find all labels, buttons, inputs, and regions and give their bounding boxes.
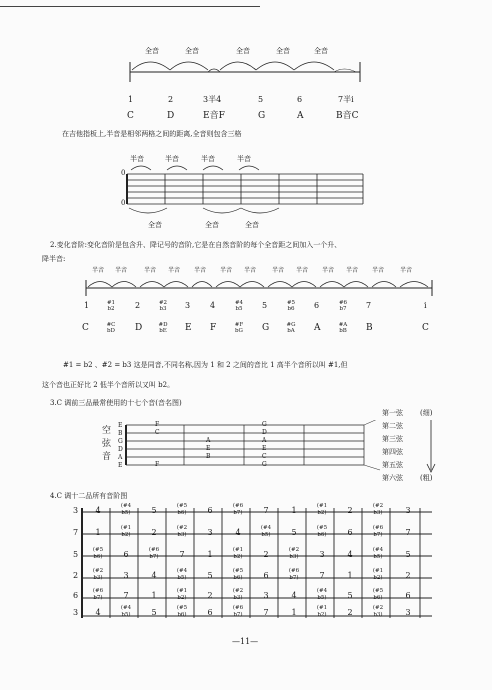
chromatic-note: G	[262, 323, 270, 333]
fret-note: E	[206, 445, 211, 452]
string-mark: 0	[121, 169, 126, 177]
scale-cell: (#6 b7)	[92, 588, 104, 601]
sharp-flat: #6 b7	[338, 300, 348, 312]
thick-label: (粗)	[420, 474, 433, 482]
note-name: C	[127, 111, 134, 121]
scale-cell: 5	[151, 608, 157, 617]
open-string-number: 6	[73, 591, 79, 600]
whole-tone-label: 全音	[148, 221, 162, 229]
open-label: 空	[102, 426, 112, 436]
open-label: 音	[102, 452, 112, 462]
scale-cell: 7	[263, 506, 269, 515]
chromatic-number: 7	[366, 301, 372, 310]
scale-number: 7半i	[338, 95, 354, 104]
chromatic-note: D	[135, 323, 143, 333]
scale-cell: (#1 b2)	[176, 588, 188, 601]
scale-cell: 3	[207, 528, 213, 537]
fret-note: G	[262, 421, 267, 428]
fret-note: G	[262, 461, 267, 468]
scale-cell: 4	[151, 571, 157, 580]
down-arrow-icon	[426, 420, 436, 474]
fret-note: C	[155, 429, 160, 436]
scale-cell: (#5 b6)	[372, 588, 384, 601]
scale-cell: 2	[151, 528, 157, 537]
scale-cell: (#5 b6)	[316, 525, 328, 538]
scale-cell: 2	[405, 571, 411, 580]
scale-number: 3半4	[203, 95, 222, 104]
note-pair: #C bD	[106, 322, 116, 334]
scale-cell: (#5 b6)	[176, 605, 188, 618]
open-note: B	[118, 430, 123, 437]
note-name: E音F	[203, 111, 225, 121]
fret-note: F	[155, 461, 160, 468]
scale-cell: 2	[347, 506, 353, 515]
scale-number: 5	[258, 95, 264, 104]
scale-cell: 5	[151, 506, 157, 515]
fret-strip	[115, 160, 375, 222]
sharp-flat: #5 b6	[286, 300, 296, 312]
arc-label: 半音	[272, 267, 285, 274]
string-mark: 0	[121, 199, 126, 207]
scale-cell: (#6 b7)	[232, 503, 244, 516]
scale-cell: (#1 b2)	[120, 525, 132, 538]
scale-cell: 4	[347, 550, 353, 559]
scale-cell: (#4 b5)	[120, 503, 132, 516]
semitone-label: 半音	[165, 155, 179, 163]
scale-cell: 3	[405, 608, 411, 617]
arc-label: 半音	[400, 267, 413, 274]
scale-cell: 1	[95, 528, 101, 537]
scale-cell: (#5 b6)	[232, 568, 244, 581]
open-note: E	[118, 462, 123, 469]
fret-note: B	[206, 453, 211, 460]
scale-cell: (#4 b5)	[260, 525, 272, 538]
arc-label: 半音	[296, 267, 309, 274]
open-label: 弦	[102, 439, 112, 449]
scale-cell: (#2 b3)	[176, 525, 188, 538]
arc-label: 半音	[322, 267, 335, 274]
fret-note: E	[262, 445, 267, 452]
chromatic-number: i	[424, 301, 427, 310]
scale-cell: (#5 b6)	[176, 503, 188, 516]
whole-tone-label: 全音	[245, 221, 259, 229]
scale-cell: 7	[405, 528, 411, 537]
open-string-number: 3	[73, 608, 79, 617]
fret-note: A	[262, 437, 267, 444]
chromatic-note: E	[185, 323, 192, 333]
scale-cell: 1	[347, 571, 353, 580]
scale-cell: (#1 b2)	[316, 605, 328, 618]
string-label: 第六弦	[382, 474, 403, 482]
scale-cell: 7	[263, 608, 269, 617]
scale-cell: 4	[95, 608, 101, 617]
open-note: D	[118, 446, 123, 453]
note-pair: #G bA	[286, 322, 296, 334]
scale-cell: 5	[207, 571, 213, 580]
top-rule	[0, 6, 260, 7]
arc-label: 半音	[372, 267, 385, 274]
note-name: D	[167, 111, 175, 121]
chromatic-diagram	[80, 268, 440, 300]
scale-cell: (#2 b3)	[288, 547, 300, 560]
scale-cell: 6	[405, 591, 411, 600]
note-pair: #A bB	[338, 322, 348, 334]
whole-tone-label: 全音	[205, 221, 219, 229]
section2-heading: 2.变化音阶:变化音阶是包含升、降记号的音阶,它是在自然音阶的每个全音距之间加入一个升、	[50, 241, 342, 249]
scale-cell: 3	[319, 550, 325, 559]
scale-cell: 3	[405, 506, 411, 515]
scale-cell: 7	[123, 591, 129, 600]
scale-cell: 3	[263, 591, 269, 600]
scale-cell: 6	[263, 571, 269, 580]
scale-cell: 6	[347, 528, 353, 537]
top-label: 全音	[145, 47, 159, 55]
sharp-flat: #4 b5	[234, 300, 244, 312]
scale-cell: (#5 b6)	[92, 547, 104, 560]
fret-note: D	[262, 429, 267, 436]
sharp-flat: #1 b2	[106, 300, 116, 312]
string-label: 第一弦	[382, 409, 403, 417]
semitone-label: 半音	[201, 155, 215, 163]
scale-number: 1	[128, 95, 134, 104]
string-label: 第四弦	[382, 448, 403, 456]
scale-cell: 5	[405, 550, 411, 559]
open-string-number: 3	[73, 506, 79, 515]
arc-label: 半音	[92, 267, 105, 274]
chromatic-number: 1	[84, 301, 90, 310]
scale-cell: 4	[95, 506, 101, 515]
semitone-label: 半音	[237, 155, 251, 163]
arc-label: 半音	[194, 267, 207, 274]
chromatic-note: C	[82, 323, 89, 333]
open-note: A	[118, 454, 123, 461]
scale-cell: (#1 b2)	[316, 503, 328, 516]
top-label: 全音	[314, 47, 328, 55]
arc-label: 半音	[346, 267, 359, 274]
chromatic-number: 3	[185, 301, 191, 310]
enharmonic-text: #1 = b2 、#2 = b3 这是同音,不同名称,因为 1 和 2 之间的音比 1 高半个音所以叫 #1,但	[63, 361, 348, 369]
arc-label: 半音	[115, 267, 128, 274]
scale-cell: 1	[207, 550, 213, 559]
string-label: 第五弦	[382, 461, 403, 469]
scale-cell: 5	[291, 528, 297, 537]
note-pair: #D bE	[158, 322, 168, 334]
scale-cell: (#4 b5)	[120, 605, 132, 618]
chromatic-note: A	[314, 323, 321, 333]
fretboard-note: 在吉他指板上,半音是相邻两格之间的距离,全音则包含三格	[62, 130, 242, 138]
top-label: 全音	[185, 47, 199, 55]
scale-cell: (#4 b5)	[372, 547, 384, 560]
sharp-flat: #2 b3	[158, 300, 168, 312]
section2-heading-cont: 降半音:	[42, 255, 66, 263]
chromatic-number: 4	[210, 301, 216, 310]
scale-cell: 1	[151, 591, 157, 600]
scale-cell: (#6 b7)	[372, 525, 384, 538]
scale-cell: 1	[291, 506, 297, 515]
scale-number: 6	[297, 95, 303, 104]
scale-cell: (#2 b3)	[372, 605, 384, 618]
open-note: E	[118, 422, 123, 429]
chromatic-note: F	[210, 323, 217, 333]
open-string-number: 2	[73, 571, 79, 580]
scale-cell: 3	[123, 571, 129, 580]
top-label: 全音	[276, 47, 290, 55]
open-string-number: 7	[73, 528, 79, 537]
chromatic-note: B	[366, 323, 373, 333]
scale-cell: 6	[207, 608, 213, 617]
scale-cell: (#2 b3)	[92, 568, 104, 581]
scale-cell: 5	[347, 591, 353, 600]
scale-cell: (#1 b2)	[372, 568, 384, 581]
chromatic-number: 6	[314, 301, 320, 310]
scale-cell: (#1 b2)	[232, 547, 244, 560]
note-name: G	[258, 111, 266, 121]
scale-cell: (#4 b5)	[316, 588, 328, 601]
chromatic-note: C	[422, 323, 429, 333]
open-note: G	[118, 438, 123, 445]
section3-heading: 3.C 调前三品最常使用的十七个音(音名图)	[50, 399, 182, 407]
arc-label: 半音	[144, 267, 157, 274]
scale-cell: 2	[263, 550, 269, 559]
scale-cell: (#2 b3)	[232, 588, 244, 601]
scale-cell: (#4 b5)	[176, 568, 188, 581]
enharmonic-text: 这个音也正好比 2 低半个音所以又叫 b2。	[42, 381, 175, 389]
scale-cell: 4	[291, 591, 297, 600]
scale-cell: (#6 b7)	[288, 568, 300, 581]
section4-heading: 4.C 调十二品所有音阶图	[50, 492, 128, 500]
chromatic-number: 5	[262, 301, 268, 310]
string-label: 第二弦	[382, 422, 403, 430]
chromatic-number: 2	[135, 301, 141, 310]
scale-cell: 7	[319, 571, 325, 580]
string-label: 第三弦	[382, 435, 403, 443]
fret-note: C	[262, 453, 267, 460]
scale-cell: 2	[207, 591, 213, 600]
thin-label: (细)	[420, 409, 433, 417]
scale-cell: 6	[207, 506, 213, 515]
note-name: A	[297, 111, 304, 121]
scale-cell: (#2 b3)	[372, 503, 384, 516]
scale-cell: (#6 b7)	[232, 605, 244, 618]
arc-label: 半音	[244, 267, 257, 274]
note-name-fretboard	[124, 420, 384, 472]
arc-label: 半音	[168, 267, 181, 274]
scale-cell: (#6 b7)	[148, 547, 160, 560]
scale-cell: 2	[347, 608, 353, 617]
page-number: —11—	[232, 637, 259, 646]
fret-note: A	[206, 437, 211, 444]
scale-cell: 1	[291, 608, 297, 617]
top-label: 全音	[236, 47, 250, 55]
note-name: B音C	[336, 111, 359, 121]
note-pair: #F bG	[234, 322, 244, 334]
scale-number: 2	[168, 95, 174, 104]
open-string-number: 5	[73, 550, 79, 559]
semitone-label: 半音	[130, 155, 144, 163]
fret-note: F	[155, 421, 160, 428]
scale-cell: 6	[123, 550, 129, 559]
arc-label: 半音	[220, 267, 233, 274]
scale-cell: 7	[179, 550, 185, 559]
scale-cell: 4	[235, 528, 241, 537]
